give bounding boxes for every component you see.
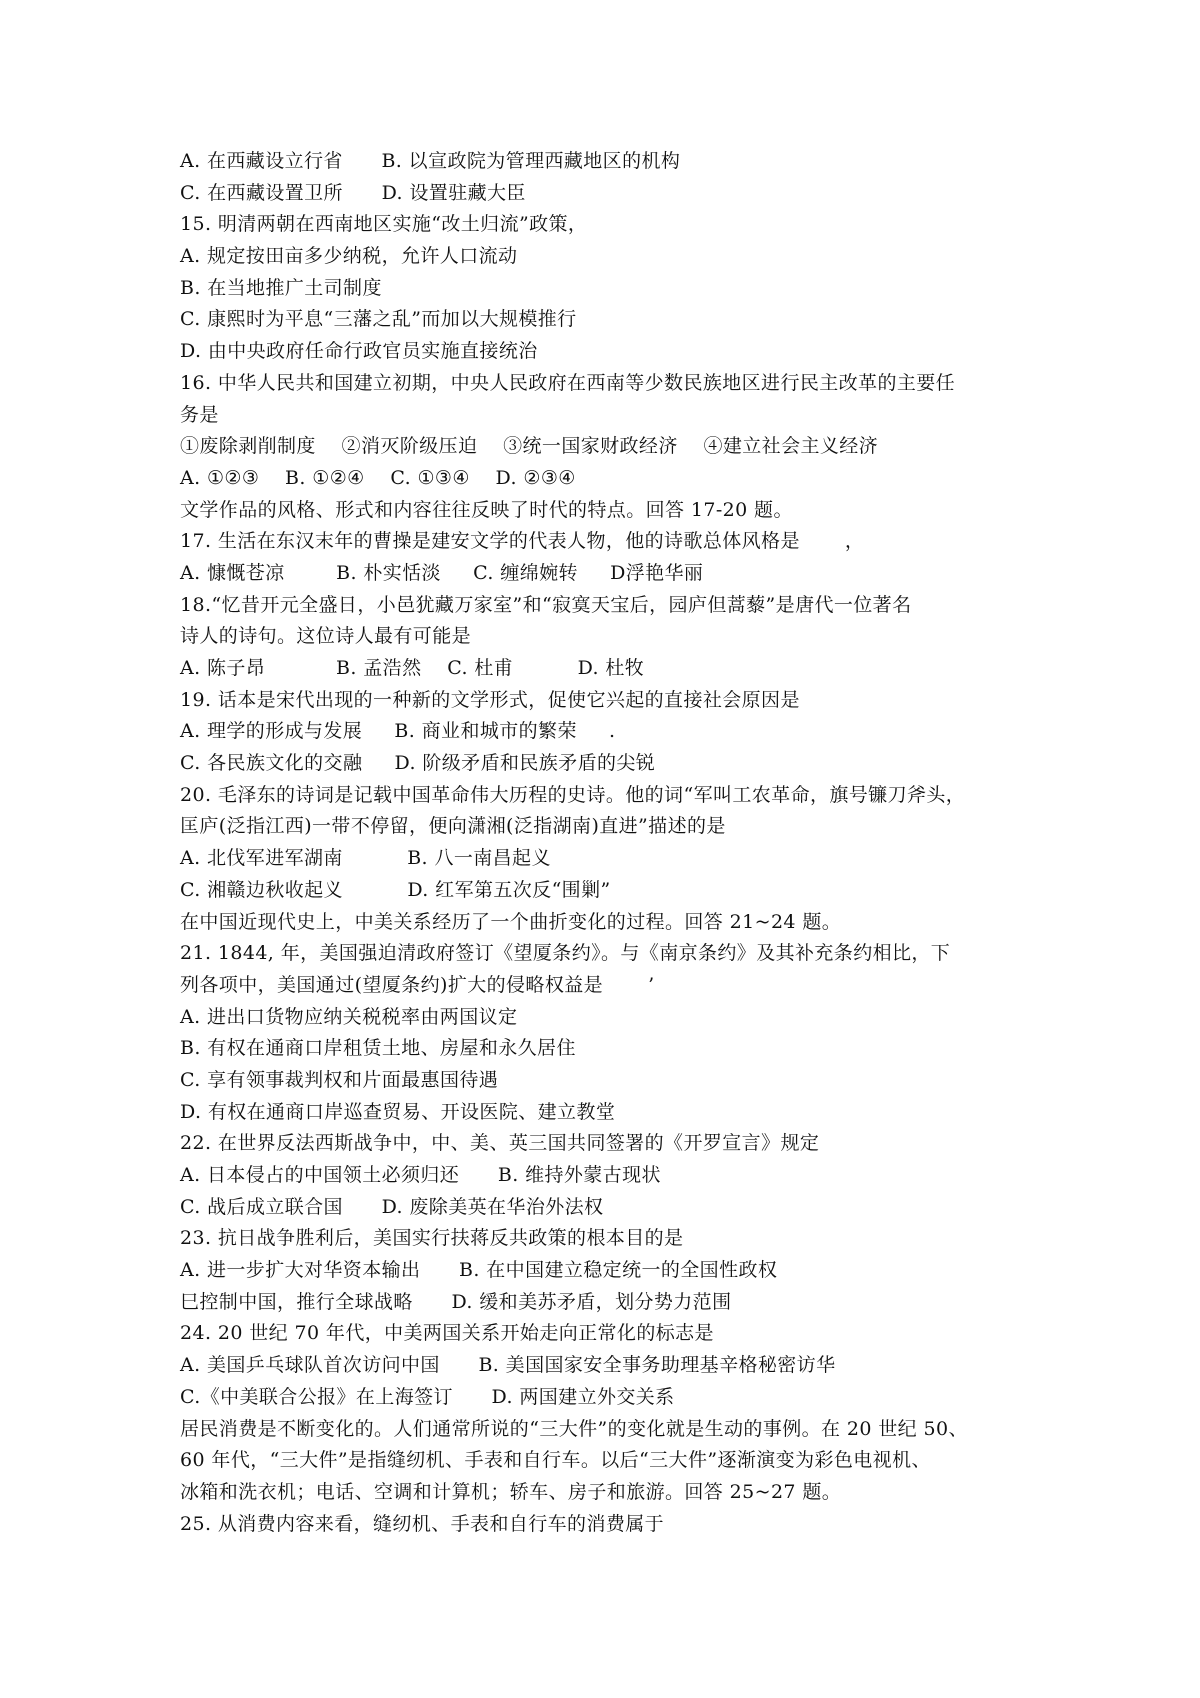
text-line: 文学作品的风格、形式和内容往往反映了时代的特点。回答 17-20 题。 <box>180 498 793 521</box>
text-line: A. 规定按田亩多少纳税，允许人口流动 <box>180 245 518 268</box>
text-line: C. 湘赣边秋收起义 D. 红军第五次反“围剿” <box>180 878 611 901</box>
text-line: 22. 在世界反法西斯战争中，中、美、英三国共同签署的《开罗宣言》规定 <box>180 1132 820 1155</box>
text-line: 20. 毛泽东的诗词是记载中国革命伟大历程的史诗。他的词“军叫工农革命，旗号镰刀斧头， <box>180 783 966 806</box>
text-line: 务是 <box>180 403 219 426</box>
text-line: A. ①②③ B. ①②④ C. ①③④ D. ②③④ <box>180 466 576 489</box>
text-line: 居民消费是不断变化的。人们通常所说的“三大件”的变化就是生动的事例。在 20 世纪 50、 <box>180 1417 968 1440</box>
text-line: 巳控制中国，推行全球战略 D. 缓和美苏矛盾，划分势力范围 <box>180 1290 732 1313</box>
text-line: 17. 生活在东汉末年的曹操是建安文学的代表人物，他的诗歌总体风格是 ， <box>180 530 865 553</box>
text-line: C. 享有领事裁判权和片面最惠国待遇 <box>180 1068 499 1091</box>
text-line: 19. 话本是宋代出现的一种新的文学形式，促使它兴起的直接社会原因是 <box>180 688 800 711</box>
text-line: C. 战后成立联合国 D. 废除美英在华治外法权 <box>180 1195 604 1218</box>
text-line: C. 各民族文化的交融 D. 阶级矛盾和民族矛盾的尖锐 <box>180 752 656 775</box>
text-line: A. 北伐军进军湖南 B. 八一南昌起义 <box>180 847 551 870</box>
text-line: 15. 明清两朝在西南地区实施“改土归流”政策， <box>180 213 588 236</box>
text-line: A. 在西藏设立行省 B. 以宣政院为管理西藏地区的机构 <box>180 150 681 172</box>
text-line: A. 理学的形成与发展 B. 商业和城市的繁荣 . <box>180 720 616 743</box>
text-line: 18.“忆昔开元全盛日，小邑犹藏万家室”和“寂寞天宝后，园庐但蒿藜”是唐代一位著名 <box>180 593 912 616</box>
text-line: C. 在西藏设置卫所 D. 设置驻藏大臣 <box>180 181 526 204</box>
text-line: A. 日本侵占的中国领土必须归还 B. 维持外蒙古现状 <box>180 1164 661 1186</box>
text-line: C. 康熙时为平息“三藩之乱”而加以大规模推行 <box>180 308 577 331</box>
text-line: 列各项中，美国通过(望厦条约)扩大的侵略权益是 ’ <box>180 973 655 996</box>
text-line: B. 有权在通商口岸租赁土地、房屋和永久居住 <box>180 1037 576 1060</box>
text-line: C.《中美联合公报》在上海签订 D. 两国建立外交关系 <box>180 1385 675 1408</box>
text-line: B. 在当地推广土司制度 <box>180 276 382 299</box>
text-line: A. 进一步扩大对华资本输出 B. 在中国建立稳定统一的全国性政权 <box>180 1259 778 1282</box>
text-line: 23. 抗日战争胜利后，美国实行扶蒋反共政策的根本目的是 <box>180 1227 684 1250</box>
text-line: 冰箱和洗衣机；电话、空调和计算机；轿车、房子和旅游。回答 25~27 题。 <box>180 1480 842 1503</box>
text-line: 诗人的诗句。这位诗人最有可能是 <box>180 625 472 648</box>
text-line: 16. 中华人民共和国建立初期，中央人民政府在西南等少数民族地区进行民主改革的主要任 <box>180 371 956 394</box>
text-line: 60 年代，“三大件”是指缝纫机、手表和自行车。以后“三大件”逐渐演变为彩色电视机、 <box>180 1449 931 1472</box>
text-line: 25. 从消费内容来看，缝纫机、手表和自行车的消费属于 <box>180 1512 665 1535</box>
text-line: A. 美国乒乓球队首次访问中国 B. 美国国家安全事务助理基辛格秘密访华 <box>180 1354 836 1377</box>
text-line: 在中国近现代史上，中美关系经历了一个曲折变化的过程。回答 21~24 题。 <box>180 910 842 933</box>
text-line: D. 有权在通商口岸巡查贸易、开设医院、建立教堂 <box>180 1100 616 1123</box>
text-line: A. 慷慨苍凉 B. 朴实恬淡 C. 缠绵婉转 D浮艳华丽 <box>180 561 704 584</box>
text-line: A. 陈子昂 B. 孟浩然 C. 杜甫 D. 杜牧 <box>180 657 645 679</box>
text-line: A. 进出口货物应纳关税税率由两国议定 <box>180 1005 518 1028</box>
text-line: 匡庐(泛指江西)一带不停留，便向潇湘(泛指湖南)直进”描述的是 <box>180 815 726 838</box>
question-text-block <box>180 146 1060 1540</box>
text-line: D. 由中央政府任命行政官员实施直接统治 <box>180 340 538 363</box>
text-line: ①废除剥削制度 ②消灭阶级压迫 ③统一国家财政经济 ④建立社会主义经济 <box>180 435 879 458</box>
text-line: 24. 20 世纪 70 年代，中美两国关系开始走向正常化的标志是 <box>180 1322 714 1345</box>
text-line: 21. 1844, 年，美国强迫清政府签订《望厦条约》。与《南京条约》及其补充条约相比，下 <box>180 942 951 965</box>
